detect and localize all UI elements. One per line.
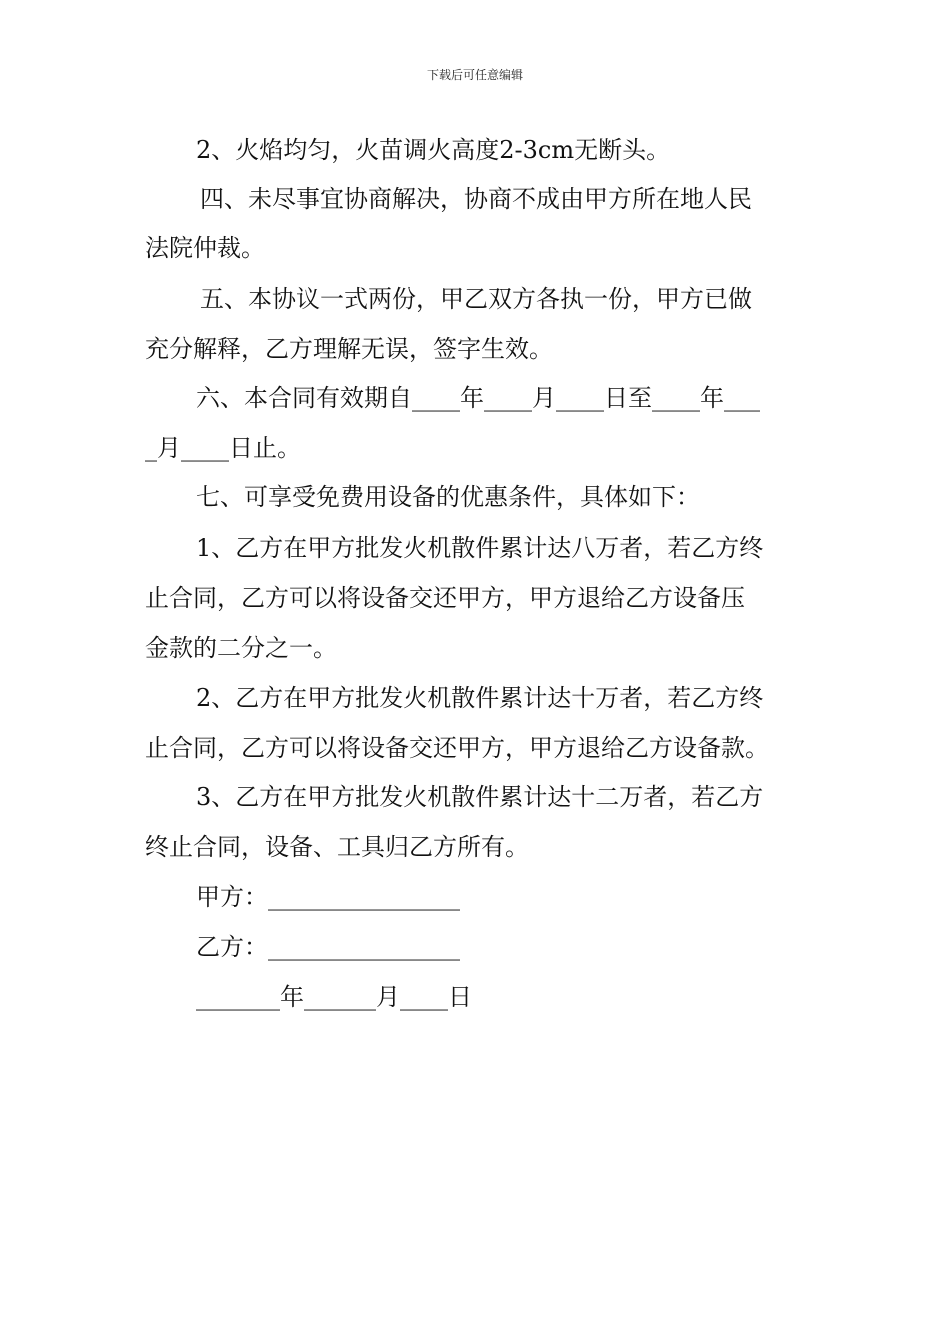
clause-5-item-2-line-1: 2、火焰均匀，火苗调火高度2-3cm无断头。 xyxy=(196,136,671,164)
party-b-signature-line: 乙方：________________ xyxy=(196,933,460,961)
clause-4-line-2: 法院仲裁。 xyxy=(145,234,265,262)
page-header: 下载后可任意编辑 xyxy=(426,68,523,82)
signature-date-line: _______年______月____日 xyxy=(196,983,472,1011)
clause-7-item-2-line-1: 2、乙方在甲方批发火机散件累计达十万者，若乙方终 xyxy=(196,684,764,712)
clause-4-line-1: 四、未尽事宜协商解决，协商不成由甲方所在地人民 xyxy=(200,185,752,213)
clause-7-item-3-line-2: 终止合同，设备、工具归乙方所有。 xyxy=(145,833,529,861)
clause-5-line-1: 五、本协议一式两份，甲乙双方各执一份，甲方已做 xyxy=(200,285,752,313)
clause-7-item-3-line-1: 3、乙方在甲方批发火机散件累计达十二万者，若乙方 xyxy=(196,783,764,811)
clause-7-heading: 七、可享受免费用设备的优惠条件，具体如下： xyxy=(196,483,700,511)
clause-7-item-1-line-2: 止合同，乙方可以将设备交还甲方，甲方退给乙方设备压 xyxy=(145,584,745,612)
clause-7-item-1-line-1: 1、乙方在甲方批发火机散件累计达八万者，若乙方终 xyxy=(196,534,764,562)
clause-7-item-2-line-2: 止合同，乙方可以将设备交还甲方，甲方退给乙方设备款。 xyxy=(145,734,769,762)
clause-6-line-2: _月____日止。 xyxy=(145,434,301,462)
clause-7-item-1-line-3: 金款的二分之一。 xyxy=(145,634,337,662)
clause-6-line-1: 六、本合同有效期自____年____月____日至____年___ xyxy=(196,384,760,412)
party-a-signature-line: 甲方：________________ xyxy=(196,883,460,911)
clause-5-line-2: 充分解释，乙方理解无误，签字生效。 xyxy=(145,335,553,363)
